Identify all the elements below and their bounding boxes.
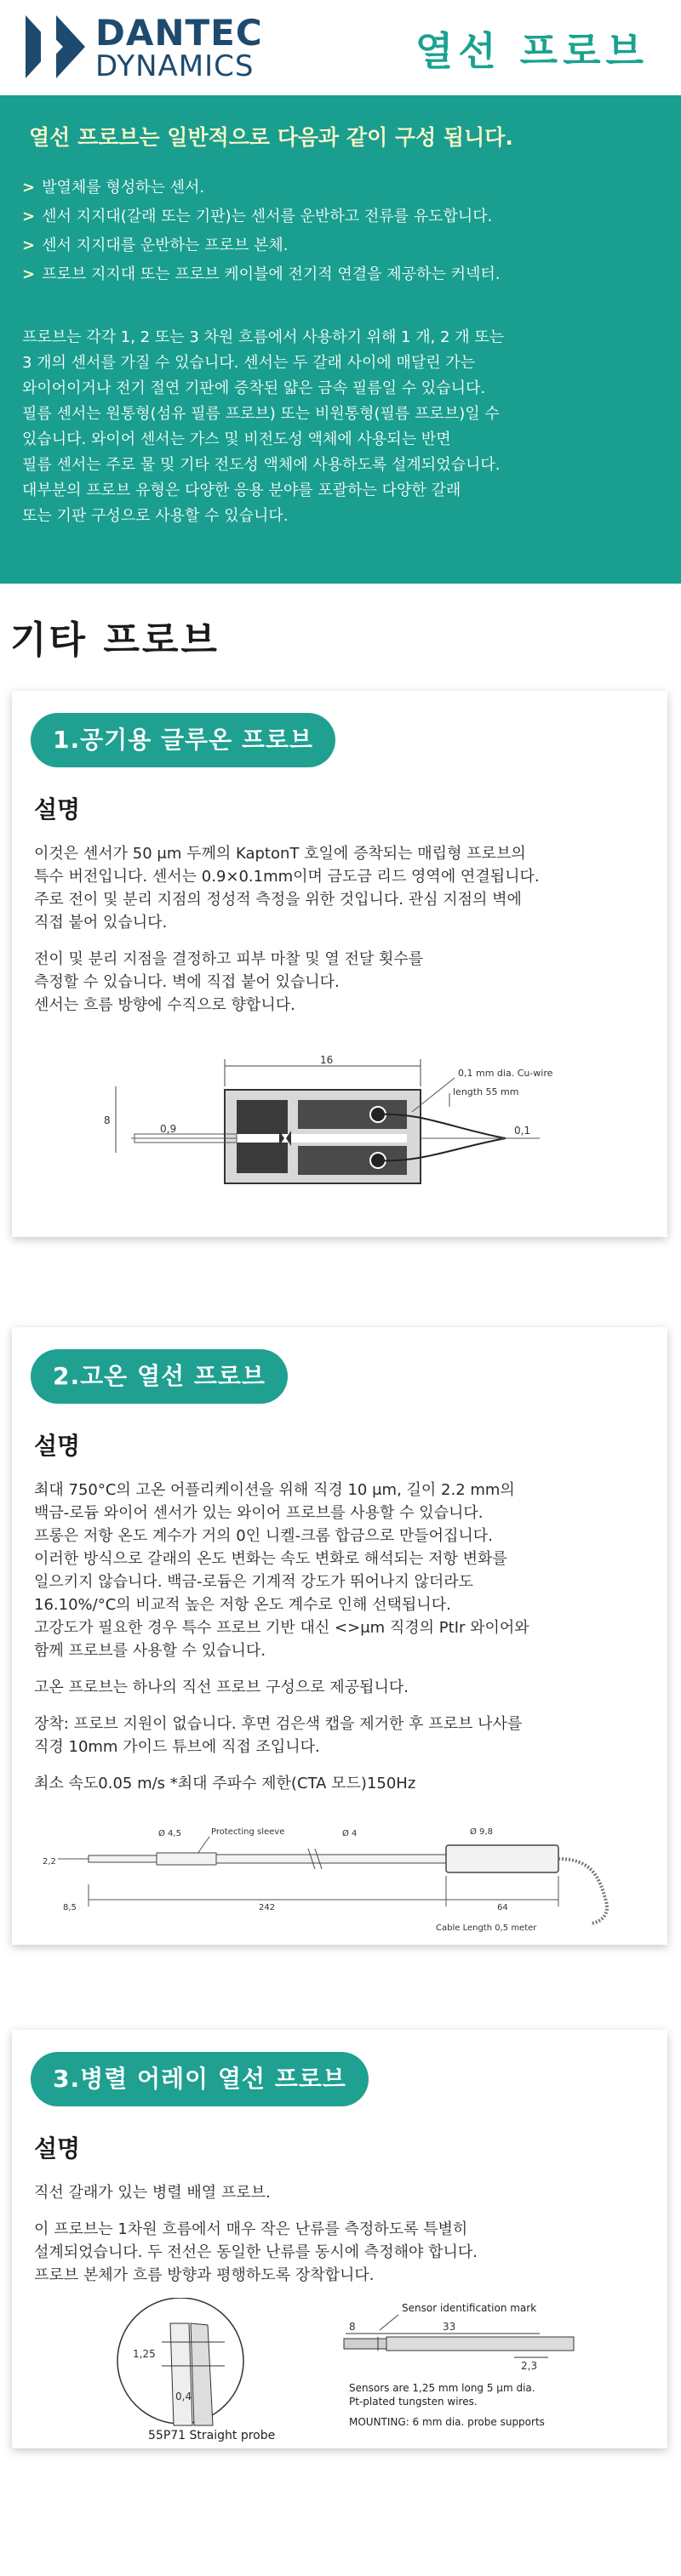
sleeve-label: Protecting sleeve (211, 1827, 285, 1837)
bullet-marker-icon: > (22, 179, 36, 197)
intro-heading: 열선 프로브는 일반적으로 다음과 같이 구성 됩니다. (29, 125, 513, 150)
sensor-note-1: Sensors are 1,25 mm long 5 μm dia. (349, 2382, 535, 2394)
description-line: 최대 750°C의 고온 어플리케이션을 위해 직경 10 μm, 길이 2.2 mm의 (34, 1481, 515, 1499)
bullet-item (22, 174, 659, 202)
description-paragraph (34, 1676, 650, 1699)
intro-line: 필름 센서는 원통형(섬유 필름 프로브) 또는 비원통형(필름 프로브)일 수 (22, 405, 500, 423)
description-line: 최소 속도0.05 m/s *최대 주파수 제한(CTA 모드)150Hz (34, 1775, 416, 1792)
mark-note-label: Sensor identification mark (402, 2302, 537, 2314)
bullet-item (22, 260, 659, 289)
description-line: 프롱은 저항 온도 계수가 거의 0인 니켈-크롬 합금으로 만들어집니다. (34, 1527, 493, 1545)
intro-line: 있습니다. 와이어 센서는 가스 및 비전도성 액체에 사용되는 반면 (22, 430, 451, 448)
dim-tip-label: 8,5 (63, 1903, 77, 1912)
intro-line: 프로브는 각각 1, 2 또는 3 차원 흐름에서 사용하기 위해 1 개, 2 개 또는 (22, 328, 505, 346)
description-line: 백금-로듐 와이어 센서가 있는 와이어 프로브를 사용할 수 있습니다. (34, 1504, 484, 1522)
high-temp-probe-diagram (37, 1825, 642, 1935)
bullet-marker-icon: > (22, 208, 36, 225)
description-line: 함께 프로브를 사용할 수 있습니다. (34, 1642, 266, 1660)
intro-line: 필름 센서는 주로 물 및 기타 전도성 액체에 사용하도록 설계되었습니다. (22, 456, 501, 474)
card-subtitle: 설명 (34, 795, 81, 824)
dim-23-label: 2,3 (521, 2360, 538, 2372)
description-line: 이것은 센서가 50 μm 두께의 KaptonT 호일에 증착되는 매립형 프로브의 (34, 845, 526, 863)
dim-125-label: 1,25 (133, 2348, 156, 2360)
page-title: 열선 프로브 (415, 28, 649, 74)
intro-paragraph (22, 325, 659, 529)
dim-left-label: 2,2 (43, 1857, 56, 1866)
dim-d3-label: Ø 9,8 (470, 1827, 493, 1837)
description-paragraph (34, 842, 650, 934)
card-subtitle: 설명 (34, 1432, 81, 1460)
intro-line: 3 개의 센서를 가질 수 있습니다. 센서는 두 갈래 사이에 매달린 가는 (22, 354, 476, 372)
card-title-pill: 2.고온 열선 프로브 (31, 1349, 288, 1404)
card-subtitle: 설명 (34, 2134, 81, 2163)
description-line: 직접 붙어 있습니다. (34, 914, 168, 932)
card-description (34, 1479, 650, 1809)
intro-line: 와이어이거나 전기 절연 기판에 증착된 얇은 금속 필름일 수 있습니다. (22, 379, 486, 397)
bullet-text: 센서 지지대(갈래 또는 기판)는 센서를 운반하고 전류를 유도합니다. (42, 208, 493, 225)
page-header (0, 0, 681, 95)
dim-width-label: 16 (320, 1054, 334, 1066)
probe-name-label: 55P71 Straight probe (148, 2429, 276, 2442)
description-line: 이 프로브는 1차원 흐름에서 매우 작은 난류를 측정하도록 특별히 (34, 2220, 468, 2238)
intro-bullet-list (22, 174, 659, 289)
card-description (34, 2181, 650, 2300)
glue-on-probe-diagram (97, 1052, 574, 1222)
dim-d1-label: Ø 4,5 (158, 1829, 181, 1838)
intro-line: 대부분의 프로브 유형은 다양한 응용 분야를 포괄하는 다양한 갈래 (22, 482, 461, 499)
description-line: 직선 갈래가 있는 병렬 배열 프로브. (34, 2184, 271, 2202)
probe-card-glue-on (12, 691, 667, 1237)
description-line: 특수 버전입니다. 센서는 0.9×0.1mm이며 금도금 리드 영역에 연결됩니다. (34, 868, 540, 886)
card-description (34, 842, 650, 1030)
sensor-note-2: Pt-plated tungsten wires. (349, 2396, 478, 2408)
description-line: 고온 프로브는 하나의 직선 프로브 구성으로 제공됩니다. (34, 1678, 409, 1696)
logo-line-2: DYNAMICS (95, 49, 255, 83)
bullet-item (22, 231, 659, 260)
parallel-array-probe-diagram (89, 2298, 633, 2442)
description-line: 장착: 프로브 지원이 없습니다. 후면 검은색 캡을 제거한 후 프로브 나사를 (34, 1715, 523, 1733)
description-line: 이러한 방식으로 갈래의 온도 변화는 속도 변화로 해석되는 저항 변화를 (34, 1550, 507, 1568)
dim-right-label: 64 (497, 1903, 508, 1912)
description-line: 고강도가 필요한 경우 특수 프로브 기반 대신 <>μm 직경의 PtIr 와이어와 (34, 1619, 529, 1637)
dim-04-label: 0,4 (175, 2391, 192, 2402)
high-temp-probe-drawing (37, 1825, 642, 1935)
intro-section (0, 95, 681, 584)
length-note: length 55 mm (453, 1086, 519, 1097)
bullet-marker-icon: > (22, 265, 36, 283)
description-line: 측정할 수 있습니다. 벽에 직접 붙어 있습니다. (34, 973, 340, 991)
description-line: 주로 전이 및 분리 지점의 정성적 측정을 위한 것입니다. 관심 지점의 벽에 (34, 891, 522, 909)
probe-card-high-temp (12, 1327, 667, 1945)
dim-height-label: 8 (104, 1114, 111, 1126)
description-paragraph (34, 1713, 650, 1758)
bullet-text: 프로브 지지대 또는 프로브 케이블에 전기적 연결을 제공하는 커넥터. (42, 265, 501, 283)
description-paragraph (34, 1479, 650, 1662)
dim-8-label: 8 (349, 2321, 356, 2333)
description-paragraph (34, 1772, 650, 1795)
glue-on-probe-drawing (97, 1052, 574, 1222)
dim-mid-label: 242 (259, 1903, 276, 1912)
bullet-item (22, 202, 659, 231)
dim-d2-label: Ø 4 (342, 1829, 358, 1838)
dim-gap-label: 0,9 (160, 1123, 177, 1135)
card-title-pill: 1.공기용 글루온 프로브 (31, 713, 335, 767)
description-line: 센서는 흐름 방향에 수직으로 향합니다. (34, 996, 295, 1014)
dim-33-label: 33 (443, 2321, 456, 2333)
description-paragraph (34, 2218, 650, 2287)
mounting-note: MOUNTING: 6 mm dia. probe supports (349, 2416, 545, 2428)
dim-right-label: 0,1 (514, 1125, 531, 1137)
parallel-array-probe-drawing (89, 2298, 633, 2442)
bullet-marker-icon: > (22, 237, 36, 254)
description-line: 직경 10mm 가이드 튜브에 직접 조입니다. (34, 1738, 320, 1756)
cable-length-label: Cable Length 0,5 meter (436, 1923, 537, 1933)
logo-line-1: DANTEC (95, 12, 263, 54)
bullet-text: 센서 지지대를 운반하는 프로브 본체. (42, 237, 289, 254)
description-line: 설계되었습니다. 두 전선은 동일한 난류를 동시에 측정해야 합니다. (34, 2243, 478, 2261)
intro-line: 또는 기판 구성으로 사용할 수 있습니다. (22, 507, 289, 525)
description-paragraph (34, 948, 650, 1017)
dantec-logo-mark-icon (26, 15, 85, 78)
description-paragraph (34, 2181, 650, 2204)
other-probes-heading: 기타 프로브 (10, 618, 220, 662)
card-title-pill: 3.병렬 어레이 열선 프로브 (31, 2052, 369, 2106)
bullet-text: 발열체를 형성하는 센서. (42, 179, 205, 197)
wire-note: 0,1 mm dia. Cu-wire (458, 1068, 553, 1079)
description-line: 전이 및 분리 지점을 결정하고 피부 마찰 및 열 전달 횟수를 (34, 950, 424, 968)
description-line: 16.10%/°C의 비교적 높은 저항 온도 계수로 인해 선택됩니다. (34, 1596, 451, 1614)
description-line: 일으키지 않습니다. 백금-로듐은 기계적 강도가 뛰어나지 않더라도 (34, 1573, 474, 1591)
probe-card-parallel-array (12, 2030, 667, 2448)
description-line: 프로브 본체가 흐름 방향과 평행하도록 장착합니다. (34, 2266, 375, 2284)
dantec-dynamics-logo[interactable] (26, 12, 315, 85)
